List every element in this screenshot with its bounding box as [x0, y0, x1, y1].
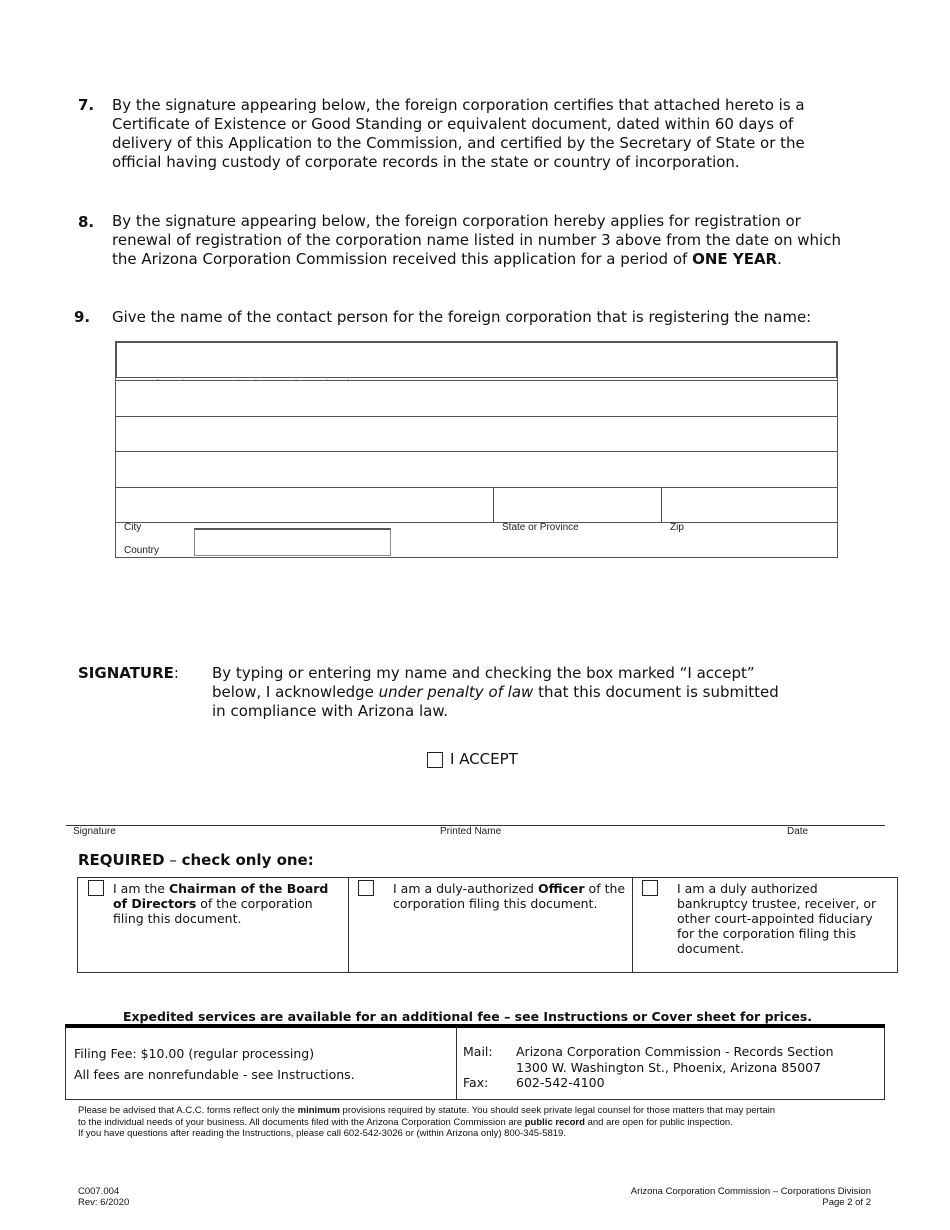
item-7-text: [112, 96, 912, 172]
city-row-divider: [116, 522, 837, 523]
revision-date: Rev: 6/2020: [78, 1197, 130, 1208]
one-year-emphasis: ONE YEAR: [692, 250, 778, 268]
zip-input[interactable]: [662, 487, 837, 523]
signature-heading: [78, 664, 179, 682]
agency-name: Arizona Corporation Commission – Corporations Division: [630, 1186, 871, 1197]
page-number: Page 2 of 2: [822, 1197, 871, 1208]
chairman-checkbox[interactable]: [88, 880, 104, 896]
fee-table-divider: [456, 1027, 457, 1100]
accept-checkbox[interactable]: [427, 752, 443, 768]
required-heading-rest: check only one:: [181, 851, 314, 869]
signature-line: in compliance with Arizona law.: [212, 702, 449, 720]
apt-suite-input[interactable]: [116, 451, 837, 487]
item-8-number: 8.: [78, 213, 95, 231]
item-8-line-3-text: the Arizona Corporation Commission received this application for a period of: [112, 250, 693, 268]
item-7-line: official having custody of corporate records in the state or country of incorporation.: [112, 153, 740, 171]
mail-label: Mail:: [463, 1044, 493, 1059]
corp-name-input[interactable]: [116, 342, 837, 378]
chairman-option-pre: I am the: [113, 881, 169, 896]
country-input[interactable]: [194, 528, 391, 556]
item-7-number: 7.: [78, 96, 95, 114]
required-heading: [78, 851, 314, 869]
address1-input[interactable]: [116, 416, 837, 451]
item-8-line: By the signature appearing below, the foreign corporation hereby applies for registration or: [112, 212, 801, 230]
nonrefundable-note: All fees are nonrefundable - see Instructions.: [74, 1067, 355, 1082]
item-7-line: Certificate of Existence or Good Standing or equivalent document, dated within 60 days of: [112, 115, 794, 133]
disclaimer-line-1-pre: Please be advised that A.C.C. forms reflect only the: [78, 1105, 298, 1116]
minimum-emphasis: minimum: [297, 1105, 340, 1116]
penalty-of-law: under penalty of law: [378, 683, 534, 701]
required-divider: [632, 877, 633, 973]
chairman-option-bold: Chairman of the Board of Directors: [113, 881, 329, 911]
disclaimer: [78, 1105, 888, 1140]
city-label: City: [124, 522, 142, 533]
disclaimer-line-2-pre: to the individual needs of your business. All documents filed with the Arizona Corporation Commission are: [78, 1116, 525, 1128]
required-heading-dash: –: [164, 851, 182, 869]
required-heading-bold: REQUIRED: [78, 851, 165, 869]
item-9-number: 9.: [74, 308, 91, 326]
signature-line-2-pre: below, I acknowledge: [212, 683, 379, 701]
signature-colon: :: [173, 664, 179, 682]
country-label: Country: [124, 545, 160, 556]
chairman-option-post: of the corporation filing this document.: [113, 896, 313, 926]
item-8-period: .: [777, 250, 782, 268]
fiduciary-checkbox[interactable]: [642, 880, 658, 896]
signature-input[interactable]: [66, 796, 884, 825]
disclaimer-line-3: If you have questions after reading the Instructions, please call 602-542-3026 or (within Arizona only) 800-345-5819.: [78, 1128, 566, 1139]
item-7-line: delivery of this Application to the Commission, and certified by the Secretary of State or the: [112, 134, 805, 152]
signature-line-2: [212, 683, 852, 702]
signature-label: Signature: [73, 826, 116, 837]
contact-name-input[interactable]: [116, 380, 837, 416]
disclaimer-line-1-post: provisions required by statute. You should seek private legal counsel for those matters that may pertain: [339, 1105, 776, 1116]
officer-option-text: [393, 881, 627, 911]
officer-checkbox[interactable]: [358, 880, 374, 896]
mail-address-line: 1300 W. Washington St., Phoenix, Arizona 85007: [516, 1060, 822, 1075]
state-label: State or Province: [502, 522, 579, 533]
fax-number: 602-542-4100: [516, 1075, 605, 1090]
expedited-notice: Expedited services are available for an additional fee – see Instructions or Cover sheet for prices.: [122, 1009, 813, 1024]
fax-label: Fax:: [463, 1075, 489, 1090]
signature-line-2-post: that this document is submitted: [533, 683, 779, 701]
state-input[interactable]: [494, 487, 662, 523]
signature-line: By typing or entering my name and checking the box marked “I accept”: [212, 664, 755, 682]
mail-address-line: Arizona Corporation Commission - Records Section: [516, 1044, 834, 1059]
printed-name-label: Printed Name: [440, 826, 502, 837]
public-record-emphasis: public record: [524, 1116, 585, 1128]
date-label: Date: [787, 826, 809, 837]
officer-option-bold: Officer: [537, 881, 585, 896]
city-input[interactable]: [116, 487, 494, 523]
disclaimer-line-1: [78, 1105, 888, 1117]
item-8-line-3: [112, 250, 912, 269]
item-7-line: By the signature appearing below, the foreign corporation certifies that attached hereto is a: [112, 96, 805, 114]
item-8-text: [112, 212, 912, 269]
disclaimer-line-2: [78, 1117, 888, 1129]
disclaimer-line-2-post: and are open for public inspection.: [584, 1116, 733, 1128]
form-code: C007.004: [78, 1186, 120, 1197]
zip-label: Zip: [670, 522, 684, 533]
filing-fee: Filing Fee: $10.00 (regular processing): [74, 1046, 315, 1061]
signature-heading-bold: SIGNATURE: [78, 664, 174, 682]
accept-label: I ACCEPT: [450, 750, 518, 768]
signature-statement: [212, 664, 852, 721]
required-divider: [348, 877, 349, 973]
item-8-line: renewal of registration of the corporation name listed in number 3 above from the date on which: [112, 231, 841, 249]
item-9-text: Give the name of the contact person for the foreign corporation that is registering the name:: [112, 308, 812, 326]
chairman-option-text: [113, 881, 338, 926]
officer-option-pre: I am a duly-authorized: [393, 881, 538, 896]
officer-option-post: of the corporation filing this document.: [393, 881, 626, 911]
fiduciary-option-text: I am a duly authorized bankruptcy trustee, receiver, or other court-appointed fiduciary for the corporation filing this document.: [677, 881, 877, 956]
